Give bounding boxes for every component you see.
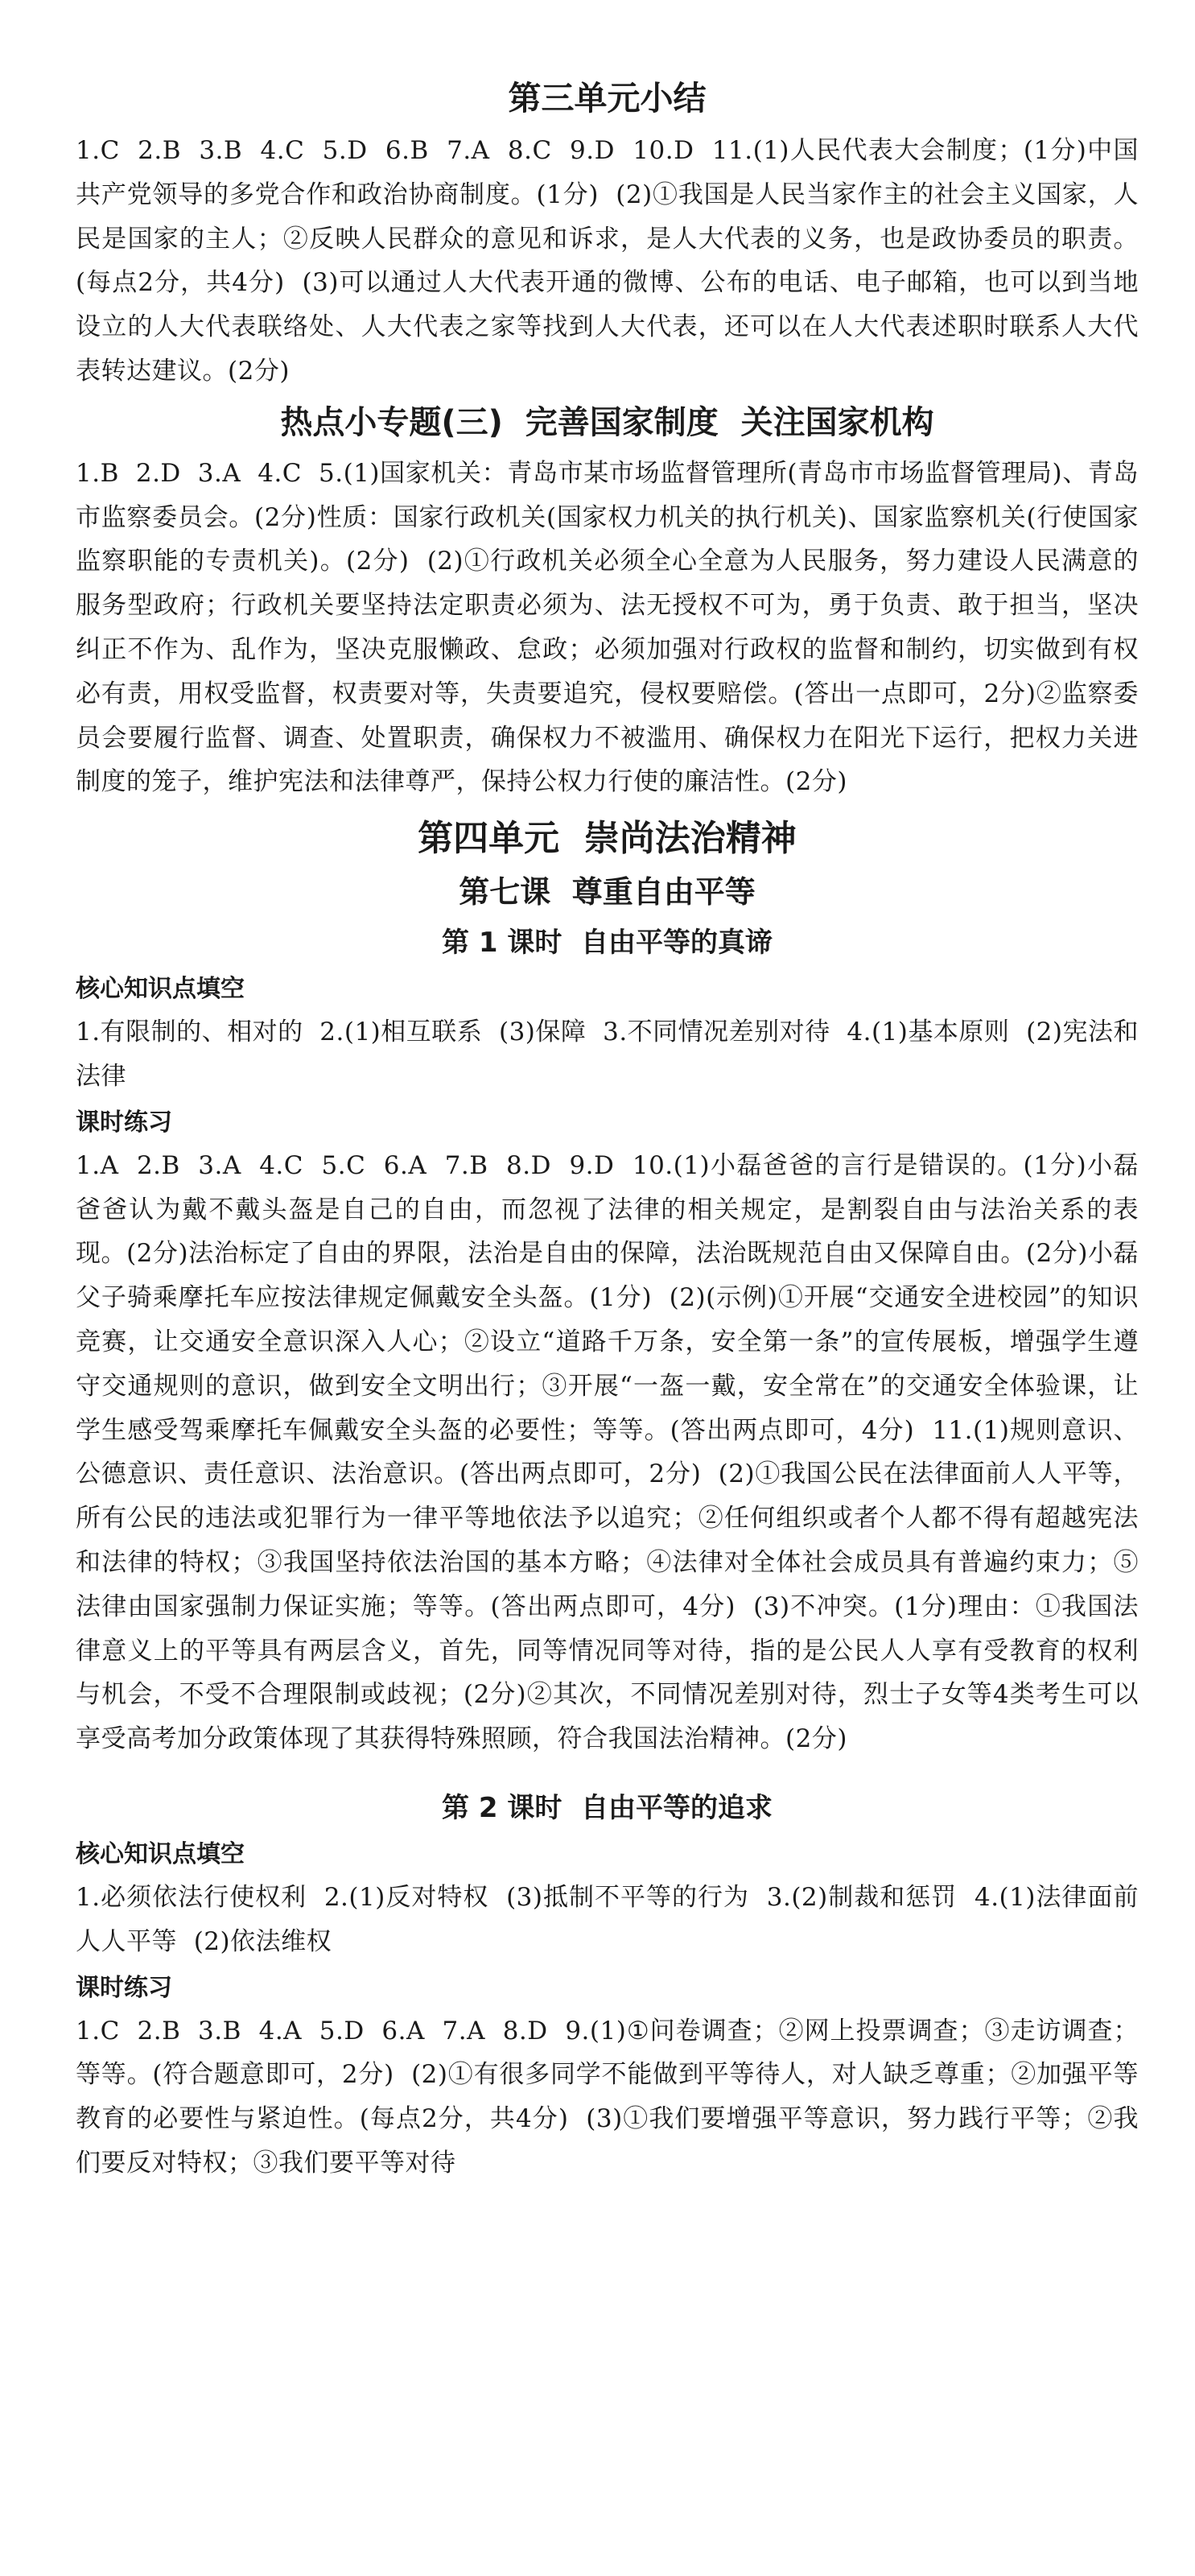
unit3-summary-text: 1.C 2.B 3.B 4.C 5.D 6.B 7.A 8.C 9.D 10.D 11.(1)人民代表大会制度；(1分)中国共产党领导的多党合作和政治协商制度。(1分) (2)①我国是人民当家作主的社会主义国家，人民是国家的主人；②反映人民群众的意见和诉求，是人大代表的义务，也是政协委员的职责。(每点2分，共4分) (3)可以通过人大代表开通的微博、公布的电话、电子邮箱，也可以到当地设立的人大代表联络处、人大代表之家等找到人大代表，还可以在人大代表述职时联系人大代表转达建议。(2分) [76, 136, 1139, 386]
lesson7-title: 第七课 尊重自由平等 [459, 874, 756, 910]
hot-topic-text: 1.B 2.D 3.A 4.C 5.(1)国家机关：青岛市某市场监督管理所(青岛市市场监督管理局)、青岛市监察委员会。(2分)性质：国家行政机关(国家权力机关的执行机关)、国家监察机关(行使国家监察职能的专责机关)。(2分) (2)①行政机关必须全心全意为人民服务，努力建设人民满意的服务型政府；行政机关要坚持法定职责必须为、法无授权不可为，勇于负责、敢于担当，坚决纠正不作为、乱作为，坚决克服懒政、怠政；必须加强对行政权的监督和制约，切实做到有权必有责，用权受监督，权责要对等，失责要追究，侵权要赔偿。(答出一点即可，2分)②监察委员会要履行监督、调查、处置职责，确保权力不被滥用、确保权力在阳光下运行，把权力关进制度的笼子，维护宪法和法律尊严，保持公权力行使的廉洁性。(2分) [76, 458, 1139, 797]
hot-topic-title: 热点小专题(三) 完善国家制度 关注国家机构 [280, 403, 934, 441]
period2-fill-heading: 核心知识点填空 [76, 1839, 245, 1868]
period1-practice-text: 1.A 2.B 3.A 4.C 5.C 6.A 7.B 8.D 9.D 10.(1)小磊爸爸的言行是错误的。(1分)小磊爸爸认为戴不戴头盔是自己的自由，而忽视了法律的相关规定，是割裂自由与法治关系的表现。(2分)法治标定了自由的界限，法治是自由的保障，法治既规范自由又保障自由。(2分)小磊父子骑乘摩托车应按法律规定佩戴安全头盔。(1分) (2)(示例)①开展“交通安全进校园”的知识竞赛，让交通安全意识深入人心；②设立“道路千万条，安全第一条”的宣传展板，增强学生遵守交通规则的意识，做到安全文明出行；③开展“一盔一戴，安全常在”的交通安全体验课，让学生感受驾乘摩托车佩戴安全头盔的必要性；等等。(答出两点即可，4分) 11.(1)规则意识、公德意识、责任意识、法治意识。(答出两点即可，2分) (2)①我国公民在法律面前人人平等，所有公民的违法或犯罪行为一律平等地依法予以追究；②任何组织或者个人都不得有超越宪法和法律的特权；③我国坚持依法治国的基本方略；④法律对全体社会成员具有普遍约束力；⑤法律由国家强制力保证实施；等等。(答出两点即可，4分) (3)不冲突。(1分)理由：①我国法律意义上的平等具有两层含义，首先，同等情况同等对待，指的是公民人人享有受教育的权利与机会，不受不合理限制或歧视；(2分)②其次，不同情况差别对待，烈士子女等4类考生可以享受高考加分政策体现了其获得特殊照顾，符合我国法治精神。(2分) [76, 1150, 1139, 1754]
unit4-title: 第四单元 崇尚法治精神 [418, 818, 797, 860]
period1-fill-text: 1.有限制的、相对的 2.(1)相互联系 (3)保障 3.不同情况差别对待 4.(1)基本原则 (2)宪法和法律 [76, 1018, 1139, 1091]
period2-practice-text: 1.C 2.B 3.B 4.A 5.D 6.A 7.A 8.D 9.(1)①问卷调查；②网上投票调查；③走访调查；等等。(符合题意即可，2分) (2)①有很多同学不能做到平等待人，对人缺乏尊重；②加强平等教育的必要性与紧迫性。(每点2分，共4分) (3)①我们要增强平等意识，努力践行平等；②我们要反对特权；③我们要平等对待 [76, 2016, 1139, 2178]
period2-title: 第 2 课时 自由平等的追求 [441, 1791, 773, 1824]
unit3-summary-title: 第三单元小结 [508, 79, 707, 118]
period2-practice-heading: 课时练习 [76, 1973, 172, 2002]
period2-fill-text: 1.必须依法行使权利 2.(1)反对特权 (3)抵制不平等的行为 3.(2)制裁和惩罚 4.(1)法律面前人人平等 (2)依法维权 [76, 1882, 1139, 1956]
period1-practice-heading: 课时练习 [76, 1108, 172, 1137]
period1-fill-heading: 核心知识点填空 [76, 975, 245, 1004]
period1-title: 第 1 课时 自由平等的真谛 [441, 927, 773, 960]
